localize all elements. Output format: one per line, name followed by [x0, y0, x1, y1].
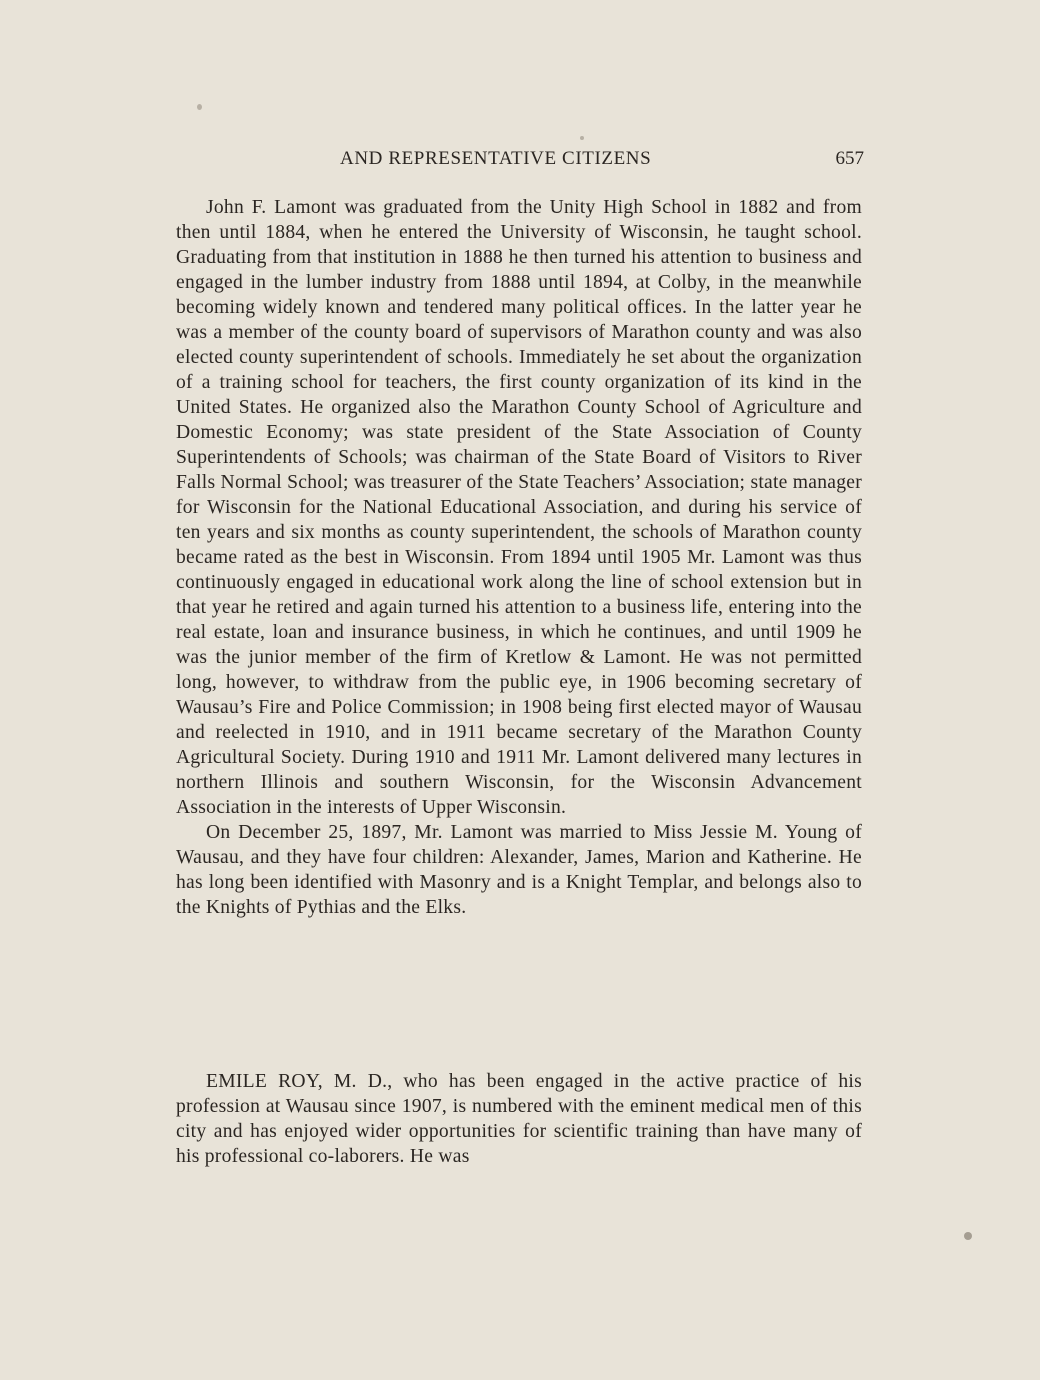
paper-speck — [964, 1232, 972, 1240]
page-number: 657 — [835, 148, 864, 169]
running-header — [176, 148, 864, 176]
paragraph-lamont-career: John F. Lamont was graduated from the Unity High School in 1882 and from then until 1884, when he entered the University of Wisconsin, he taught school. Graduating from that institution in 1888 he then turned his attention to business and engaged in the lumber industry from 1888 until 1894, at Colby, in the meanwhile becoming widely known and tendered many political offices. In the latter year he was a member of the county board of supervisors of Marathon county and was also elected county superintendent of schools. Immediately he set about the organization of a training school for teachers, the first county organization of its kind in the United States. He organized also the Marathon County School of Agriculture and Domestic Economy; was state president of the State Association of County Superintendents of Schools; was chairman of the State Board of Visitors to River Falls Normal School; was treasurer of the State Teachers’ Association; state manager for Wisconsin for the National Educational Association, and during his service of ten years and six months as county superintendent, the schools of Marathon county became rated as the best in Wisconsin. From 1894 until 1905 Mr. Lamont was thus continuously engaged in educational work along the line of school extension but in that year he retired and again turned his attention to a business life, entering into the real estate, loan and insurance business, in which he continues, and until 1909 he was the junior member of the firm of Kretlow & Lamont. He was not permitted long, however, to withdraw from the public eye, in 1906 becoming secretary of Wausau’s Fire and Police Commission; in 1908 being first elected mayor of Wausau and reelected in 1910, and in 1911 became secretary of the Marathon County Agricultural Society. During 1910 and 1911 Mr. Lamont delivered many lectures in northern Illinois and southern Wisconsin, for the Wisconsin Advancement Association in the interests of Upper Wisconsin. — [176, 197, 862, 818]
roy-biography — [176, 1069, 862, 1169]
lamont-biography — [176, 195, 862, 920]
running-head-title: AND REPRESENTATIVE CITIZENS — [340, 148, 652, 169]
paragraph-lamont-family: On December 25, 1897, Mr. Lamont was married to Miss Jessie M. Young of Wausau, and they have four children: Alexander, James, Marion and Katherine. He has long been identified with Masonry and is a Knight Templar, and belongs also to the Knights of Pythias and the Elks. — [176, 822, 862, 918]
paragraph-roy-intro: EMILE ROY, M. D., who has been engaged in the active practice of his profession at Wausau since 1907, is numbered with the eminent medical men of this city and has enjoyed wider opportunities for scientific training than have many of his professional co-laborers. He was — [176, 1071, 862, 1167]
paper-speck — [580, 136, 584, 140]
paper-speck — [197, 104, 202, 110]
